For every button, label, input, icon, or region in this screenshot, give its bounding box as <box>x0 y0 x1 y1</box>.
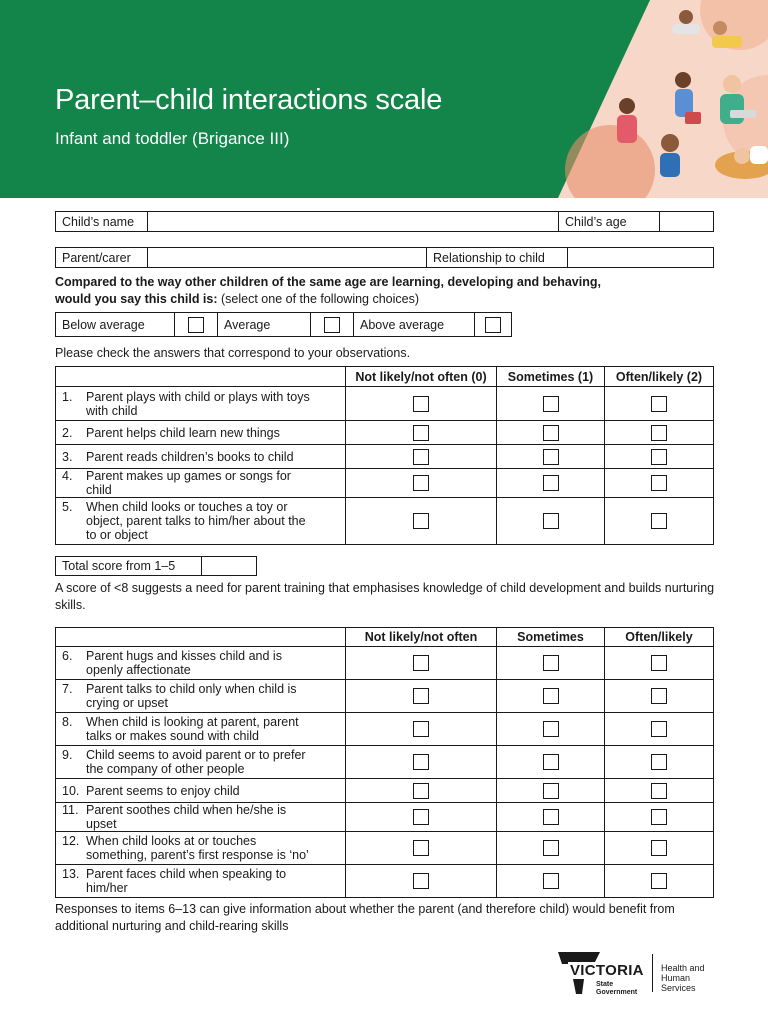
item-number: 11. <box>62 803 79 817</box>
item9-not-likely-checkbox[interactable] <box>413 754 429 770</box>
logo-divider <box>652 954 653 992</box>
total-score-field[interactable] <box>202 557 257 576</box>
table-row <box>56 713 714 746</box>
average-checkbox[interactable] <box>324 317 340 333</box>
choice-above-average-cell <box>475 313 512 337</box>
department-text: Health and Human Services <box>661 963 705 993</box>
table-row <box>56 680 714 713</box>
item-cell <box>56 647 346 680</box>
item-number: 2. <box>62 425 73 440</box>
child-figure-3 <box>675 72 693 117</box>
item-cell <box>56 779 346 803</box>
item8-sometimes-checkbox[interactable] <box>543 721 559 737</box>
child-figure-6 <box>660 134 680 177</box>
table-row <box>56 387 714 421</box>
item3-sometimes-checkbox[interactable] <box>543 449 559 465</box>
item13-not-likely-checkbox[interactable] <box>413 873 429 889</box>
child-figure-5 <box>617 98 637 143</box>
item7-sometimes-checkbox[interactable] <box>543 688 559 704</box>
page-subtitle: Infant and toddler (Brigance III) <box>55 129 290 148</box>
cell-not-likely <box>346 387 497 421</box>
item3-not-likely-checkbox[interactable] <box>413 449 429 465</box>
child-name-field[interactable] <box>148 212 559 232</box>
table-row <box>56 803 714 832</box>
table2-header-row <box>56 628 714 647</box>
item7-often-checkbox[interactable] <box>651 688 667 704</box>
item-number: 7. <box>62 682 73 696</box>
question-bold-line2: would you say this child is: <box>55 291 218 306</box>
choice-below-average-label: Below average <box>56 313 175 337</box>
table2-header-not-likely: Not likely/not often <box>346 628 497 647</box>
item12-often-checkbox[interactable] <box>651 840 667 856</box>
item11-sometimes-checkbox[interactable] <box>543 809 559 825</box>
relationship-field[interactable] <box>568 248 714 268</box>
child-info-table <box>55 211 714 232</box>
item-number: 1. <box>62 389 73 404</box>
total-score-table <box>55 556 257 576</box>
below-average-checkbox[interactable] <box>188 317 204 333</box>
item-cell <box>56 832 346 865</box>
item-text: Parent hugs and kisses child and is openly affectionate <box>86 649 282 677</box>
page-title: Parent–child interactions scale <box>55 84 443 116</box>
parent-info-table <box>55 247 714 268</box>
table1-header-often: Often/likely (2) <box>605 367 714 387</box>
table-row <box>56 832 714 865</box>
item-number: 10. <box>62 783 80 798</box>
footer-note: Responses to items 6–13 can give information about whether the parent (and therefore child) would benefit from additional nurturing and child-rearing skills <box>55 902 675 933</box>
child-name-label: Child’s name <box>56 212 148 232</box>
choice-average-label: Average <box>218 313 311 337</box>
observation-table-1 <box>55 366 714 545</box>
item4-sometimes-checkbox[interactable] <box>543 475 559 491</box>
item-number: 5. <box>62 500 73 514</box>
table2-header-often: Often/likely <box>605 628 714 647</box>
table1-header-not-likely: Not likely/not often (0) <box>346 367 497 387</box>
item-text: Parent reads children’s books to child <box>86 449 294 464</box>
item-text: Parent plays with child or plays with toys with child <box>86 389 310 418</box>
parent-carer-field[interactable] <box>148 248 427 268</box>
item-number: 8. <box>62 715 73 729</box>
item12-sometimes-checkbox[interactable] <box>543 840 559 856</box>
item-cell <box>56 746 346 779</box>
item-text: When child looks or touches a toy or object, parent talks to him/her about the to or object <box>86 500 306 542</box>
table1-header-row <box>56 367 714 387</box>
item-text: Parent makes up games or songs for child <box>86 469 291 497</box>
item-cell <box>56 713 346 746</box>
item-cell <box>56 469 346 498</box>
table-row <box>56 469 714 498</box>
choice-table <box>55 312 512 337</box>
item-number: 12. <box>62 834 80 848</box>
item2-not-likely-checkbox[interactable] <box>413 425 429 441</box>
item5-often-checkbox[interactable] <box>651 513 667 529</box>
item9-often-checkbox[interactable] <box>651 754 667 770</box>
item6-often-checkbox[interactable] <box>651 655 667 671</box>
total-score-label: Total score from 1–5 <box>56 557 202 576</box>
item-number: 4. <box>62 469 73 483</box>
item-cell <box>56 445 346 469</box>
item10-sometimes-checkbox[interactable] <box>543 783 559 799</box>
item10-often-checkbox[interactable] <box>651 783 667 799</box>
choice-above-average-label: Above average <box>354 313 475 337</box>
item-text: Parent faces child when speaking to him/her <box>86 867 287 895</box>
item-cell <box>56 803 346 832</box>
item9-sometimes-checkbox[interactable] <box>543 754 559 770</box>
item-cell <box>56 865 346 898</box>
item11-not-likely-checkbox[interactable] <box>413 809 429 825</box>
item8-not-likely-checkbox[interactable] <box>413 721 429 737</box>
table-row <box>56 498 714 545</box>
item-cell <box>56 421 346 445</box>
item-text: Parent seems to enjoy child <box>86 783 240 798</box>
item1-sometimes-checkbox[interactable] <box>543 396 559 412</box>
item-text: Child seems to avoid parent or to prefer the company of other people <box>86 748 306 776</box>
item-text: Parent soothes child when he/she is upset <box>86 803 287 831</box>
observation-table-2 <box>55 627 714 898</box>
item3-often-checkbox[interactable] <box>651 449 667 465</box>
table1-header-item <box>56 367 346 387</box>
table2-header-sometimes: Sometimes <box>497 628 605 647</box>
item13-often-checkbox[interactable] <box>651 873 667 889</box>
table-row <box>56 779 714 803</box>
item-number: 6. <box>62 649 73 663</box>
choice-average-cell <box>311 313 354 337</box>
item6-sometimes-checkbox[interactable] <box>543 655 559 671</box>
table-row <box>56 746 714 779</box>
item12-not-likely-checkbox[interactable] <box>413 840 429 856</box>
item-text: When child looks at or touches something, parent’s first response is ‘no’ <box>86 834 309 862</box>
item-text: When child is looking at parent, parent talks or makes sound with child <box>86 715 299 743</box>
item1-often-checkbox[interactable] <box>651 396 667 412</box>
item5-not-likely-checkbox[interactable] <box>413 513 429 529</box>
item-cell <box>56 680 346 713</box>
item-cell <box>56 498 346 545</box>
item-text: Parent talks to child only when child is crying or upset <box>86 682 297 710</box>
item4-often-checkbox[interactable] <box>651 475 667 491</box>
comparison-question <box>55 274 725 307</box>
item1-not-likely-checkbox[interactable] <box>413 396 429 412</box>
victoria-government-logo <box>556 950 726 1000</box>
item5-sometimes-checkbox[interactable] <box>543 513 559 529</box>
item11-often-checkbox[interactable] <box>651 809 667 825</box>
item-text: Parent helps child learn new things <box>86 425 280 440</box>
score-note: A score of <8 suggests a need for parent training that emphasises knowledge of child development and builds nurturing skills. <box>55 581 715 612</box>
state-government-text: State Government <box>596 981 638 996</box>
relationship-label: Relationship to child <box>427 248 568 268</box>
item-number: 13. <box>62 867 80 881</box>
victoria-wordmark: VICTORIA <box>570 962 644 979</box>
table-row <box>56 445 714 469</box>
item-number: 3. <box>62 449 73 464</box>
child-age-field[interactable] <box>660 212 714 232</box>
item-cell <box>56 387 346 421</box>
item2-often-checkbox[interactable] <box>651 425 667 441</box>
header-banner <box>0 0 768 198</box>
cell-often <box>605 387 714 421</box>
cell-sometimes <box>497 387 605 421</box>
child-figure-7 <box>734 146 768 164</box>
item-number: 9. <box>62 748 73 762</box>
question-normal: (select one of the following choices) <box>217 291 420 306</box>
choice-below-average-cell <box>175 313 218 337</box>
child-age-label: Child’s age <box>559 212 660 232</box>
item7-not-likely-checkbox[interactable] <box>413 688 429 704</box>
parent-carer-label: Parent/carer <box>56 248 148 268</box>
question-bold-line1: Compared to the way other children of the same age are learning, developing and behaving, <box>55 275 601 289</box>
item2-sometimes-checkbox[interactable] <box>543 425 559 441</box>
above-average-checkbox[interactable] <box>485 317 501 333</box>
item8-often-checkbox[interactable] <box>651 721 667 737</box>
table-row <box>56 647 714 680</box>
table1-header-sometimes: Sometimes (1) <box>497 367 605 387</box>
table2-header-item <box>56 628 346 647</box>
item13-sometimes-checkbox[interactable] <box>543 873 559 889</box>
table-row <box>56 865 714 898</box>
instructions: Please check the answers that correspond to your observations. <box>55 346 411 360</box>
item4-not-likely-checkbox[interactable] <box>413 475 429 491</box>
item6-not-likely-checkbox[interactable] <box>413 655 429 671</box>
table-row <box>56 421 714 445</box>
item10-not-likely-checkbox[interactable] <box>413 783 429 799</box>
